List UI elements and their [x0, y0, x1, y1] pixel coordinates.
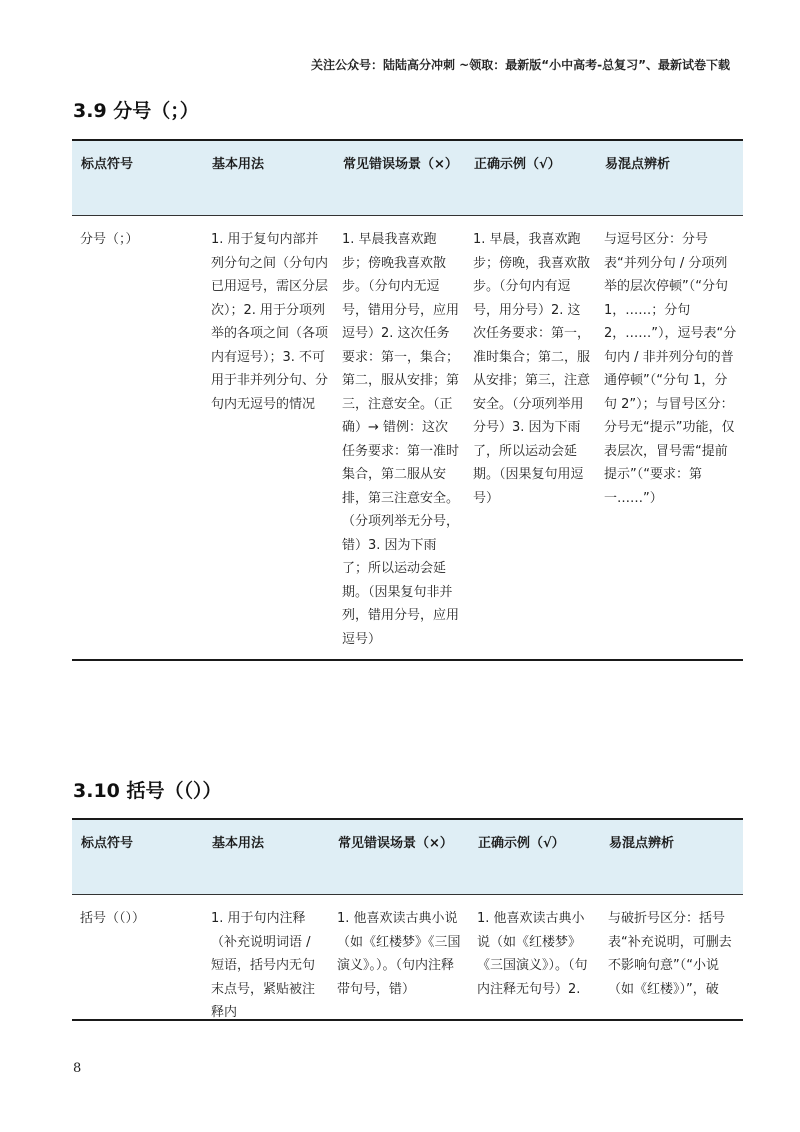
parentheses-table: [72, 818, 743, 1021]
cell-basic-usage: [203, 895, 329, 1021]
page-number: 8: [73, 1061, 82, 1076]
header-note: 关注公众号：陆陆高分冲刺 ~领取：最新版“小中高考-总复习”、最新试卷下载: [311, 58, 730, 72]
table-row: [72, 216, 743, 661]
cell-text: 与破折号区分：括号表“补充说明，可删去不影响句意”（“小说（如《红楼》）”，破: [608, 911, 732, 997]
cell-basic-usage: 1. 用于复句内部并列分句之间（分句内已用逗号，需区分层次）；2. 用于分项列举的各项之间（各项内有逗号）；3. 不可用于非并列分句、分句内无逗号的情况: [211, 232, 329, 412]
column-header-correct-examples: 正确示例（√）: [465, 140, 596, 216]
cell-text: 1. 用于句内注释（补充说明词语 / 短语，括号内无句末点号，紧贴被注释内: [211, 911, 316, 1019]
column-header-basic-usage: 基本用法: [203, 819, 329, 895]
cell-confusion-points: [600, 895, 743, 1021]
column-header-confusion-points: 易混点辨析: [600, 819, 743, 895]
cell-confusion-points: 与逗号区分：分号表“并列分句 / 分项列举的层次停顿”（“分句 1，……；分句 2，……”），逗号表“分句内 / 非并列分句的普通停顿”（“分句 1，分句 2”）；与冒号区分：分号无“提示”功能，仅表层次，冒号需“提前提示”（“要求：第一……”）: [604, 232, 737, 506]
cell-punctuation: 分号（；）: [80, 232, 139, 247]
cell-text: 1. 他喜欢读古典小说（如《红楼梦》《三国演义》）。（句内注释无句号）2.: [477, 911, 588, 997]
table-header-row: [72, 140, 743, 216]
table-header-row: [72, 819, 743, 895]
cell-text: 括号（（））: [80, 911, 146, 926]
column-header-basic-usage: 基本用法: [203, 140, 334, 216]
column-header-common-errors: 常见错误场景（×）: [334, 140, 465, 216]
cell-correct-examples: 1. 早晨，我喜欢跑步；傍晚，我喜欢散步。（分句内有逗号，用分号）2. 这次任务要求：第一，准时集合；第二，服从安排；第三，注意安全。（分项列举用分号）3. 因为下雨了，所以运动会延期。（因果复句用逗号）: [473, 232, 591, 506]
column-header-punctuation: 标点符号: [72, 819, 203, 895]
cell-text: 1. 他喜欢读古典小说（如《红楼梦》《三国演义》。）。（句内注释带句号，错）: [337, 911, 461, 997]
column-header-common-errors: 常见错误场景（×）: [329, 819, 469, 895]
section-title-parentheses: 3.10 括号（（））: [73, 780, 222, 802]
column-header-punctuation: 标点符号: [72, 140, 203, 216]
cell-common-errors: 1. 早晨我喜欢跑步；傍晚我喜欢散步。（分句内无逗号，错用分号，应用逗号）2. 这次任务要求：第一，集合；第二，服从安排；第三，注意安全。（正确）→ 错例：这次任务要求：第一准时集合，第二服从安排，第三注意安全。（分项列举无分号，错）3. 因为下雨了；所以运动会延期。（因果复句非并列，错用分号，应用逗号）: [342, 232, 460, 647]
cell-common-errors: [329, 895, 469, 1021]
cell-punctuation: [72, 895, 203, 1021]
cell-correct-examples: [469, 895, 600, 1021]
table-row: [72, 895, 743, 1021]
section-title-semicolon: 3.9 分号（；）: [73, 100, 199, 122]
column-header-correct-examples: 正确示例（√）: [469, 819, 600, 895]
semicolon-table: [72, 139, 743, 661]
column-header-confusion-points: 易混点辨析: [596, 140, 743, 216]
